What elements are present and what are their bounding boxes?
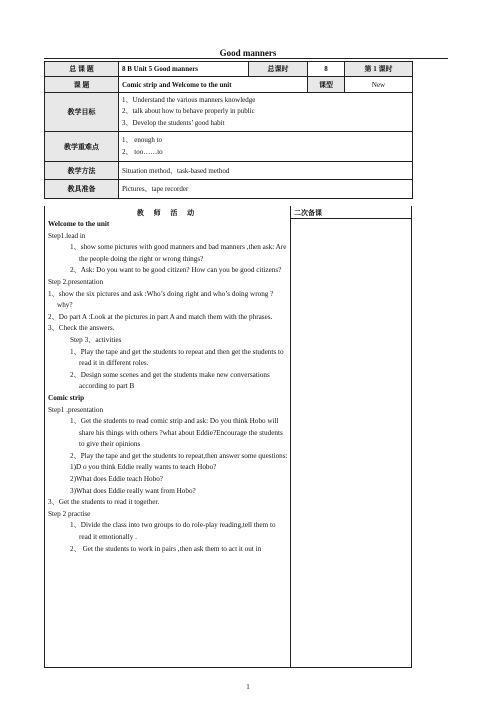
activity-line: Step 2.presentation bbox=[48, 277, 104, 286]
activity-line: 3)What does Eddie really want from Hobo? bbox=[70, 486, 196, 495]
keypoint-item: 1、 enough to bbox=[122, 136, 163, 144]
activity-line: 2、Ask: Do you want to be good citizen? How can you be good citizens? bbox=[70, 266, 282, 275]
keypoint-item: 2、 too……to bbox=[122, 147, 163, 156]
total-topic-value: 8 B Unit 5 Good manners bbox=[119, 62, 249, 77]
activity-line: 2、Play the tape and get the students to repeat,then answer some questions: bbox=[70, 451, 288, 460]
activity-line: 2、Design some scenes and get the students make new conversations according to part B bbox=[70, 370, 270, 391]
activity-line: 1)D o you think Eddie really wants to teach Hobo? bbox=[70, 463, 217, 472]
activity-line: 1、Play the tape and get the students to repeat and then get the students to read it in different roles. bbox=[70, 347, 284, 368]
header-rule bbox=[44, 58, 448, 59]
activity-line: Step1 .presentation bbox=[48, 405, 104, 414]
keypoints-list bbox=[119, 132, 413, 162]
activity-line: 2、 Get the students to work in pairs ,then ask them to act it out in bbox=[70, 544, 262, 553]
activity-line: 2、Do part A :Look at the pictures in part A and match them with the phrases. bbox=[48, 312, 273, 321]
teacher-activity-heading: 教 师 活 动 bbox=[136, 209, 199, 217]
lesson-number: 第 1 课时 bbox=[345, 62, 413, 77]
goal-item: 3、Develop the students’ good habit bbox=[122, 118, 225, 127]
second-prep-rule bbox=[291, 218, 411, 219]
goals-list bbox=[119, 93, 413, 132]
method-label: 教学方法 bbox=[45, 162, 119, 180]
page-title: Good manners bbox=[219, 48, 277, 58]
activity-line: Step1.lead in bbox=[48, 231, 86, 240]
activity-line: 3、Get the students to read it together. bbox=[48, 498, 160, 507]
keypoints-label: 教学重难点 bbox=[45, 132, 119, 162]
total-hours-label: 总课时 bbox=[249, 62, 308, 77]
total-hours-value: 8 bbox=[308, 62, 345, 77]
activity-line: Comic strip bbox=[48, 393, 85, 402]
activity-line: 2)What does Eddie teach Hobo? bbox=[70, 475, 164, 484]
activity-line: 1、show the six pictures and ask :Who’s doing right and who’s doing wrong ? why? bbox=[48, 289, 274, 310]
activity-line: 1、Get the students to read comic strip and ask: Do you think Hobo will share his things with others ?what about Eddie?Encourage the students to give their opinions bbox=[70, 417, 283, 449]
method-value: Situation method、task-based method bbox=[119, 162, 413, 180]
topic-label: 课 题 bbox=[45, 77, 119, 93]
lesson-body bbox=[44, 206, 412, 668]
page-number: 1 bbox=[246, 683, 250, 691]
column-divider bbox=[290, 206, 291, 667]
goal-item: 1、Understand the various manners knowledge bbox=[122, 95, 256, 104]
goal-item: 2、talk about how to behave properly in public bbox=[122, 107, 255, 116]
topic-value: Comic strip and Welcome to the unit bbox=[119, 77, 308, 93]
type-label: 课型 bbox=[308, 77, 345, 93]
activity-line: 1、Divide the class into two groups to do role-play reading,tell them to read it emotionally . bbox=[70, 521, 276, 542]
activity-line: 3、Check the answers. bbox=[48, 324, 115, 333]
lesson-header-table bbox=[44, 61, 413, 199]
teacher-activity-content bbox=[48, 219, 288, 555]
goals-label: 教学目标 bbox=[45, 93, 119, 132]
activity-line: 1、show some pictures with good manners and bad manners ,then ask: Are the people doing the right or wrong things? bbox=[70, 243, 287, 263]
tools-label: 教具准备 bbox=[45, 180, 119, 199]
total-topic-label: 总 课 题 bbox=[45, 62, 119, 77]
second-prep-heading: 二次备课 bbox=[294, 209, 322, 217]
type-value: New bbox=[345, 77, 413, 93]
activity-line: Step 2 practise bbox=[48, 509, 91, 518]
tools-value: Pictures、tape recorder bbox=[119, 180, 413, 199]
activity-line: Step 3、activities bbox=[70, 335, 122, 344]
activity-line: Welcome to the unit bbox=[48, 220, 110, 228]
